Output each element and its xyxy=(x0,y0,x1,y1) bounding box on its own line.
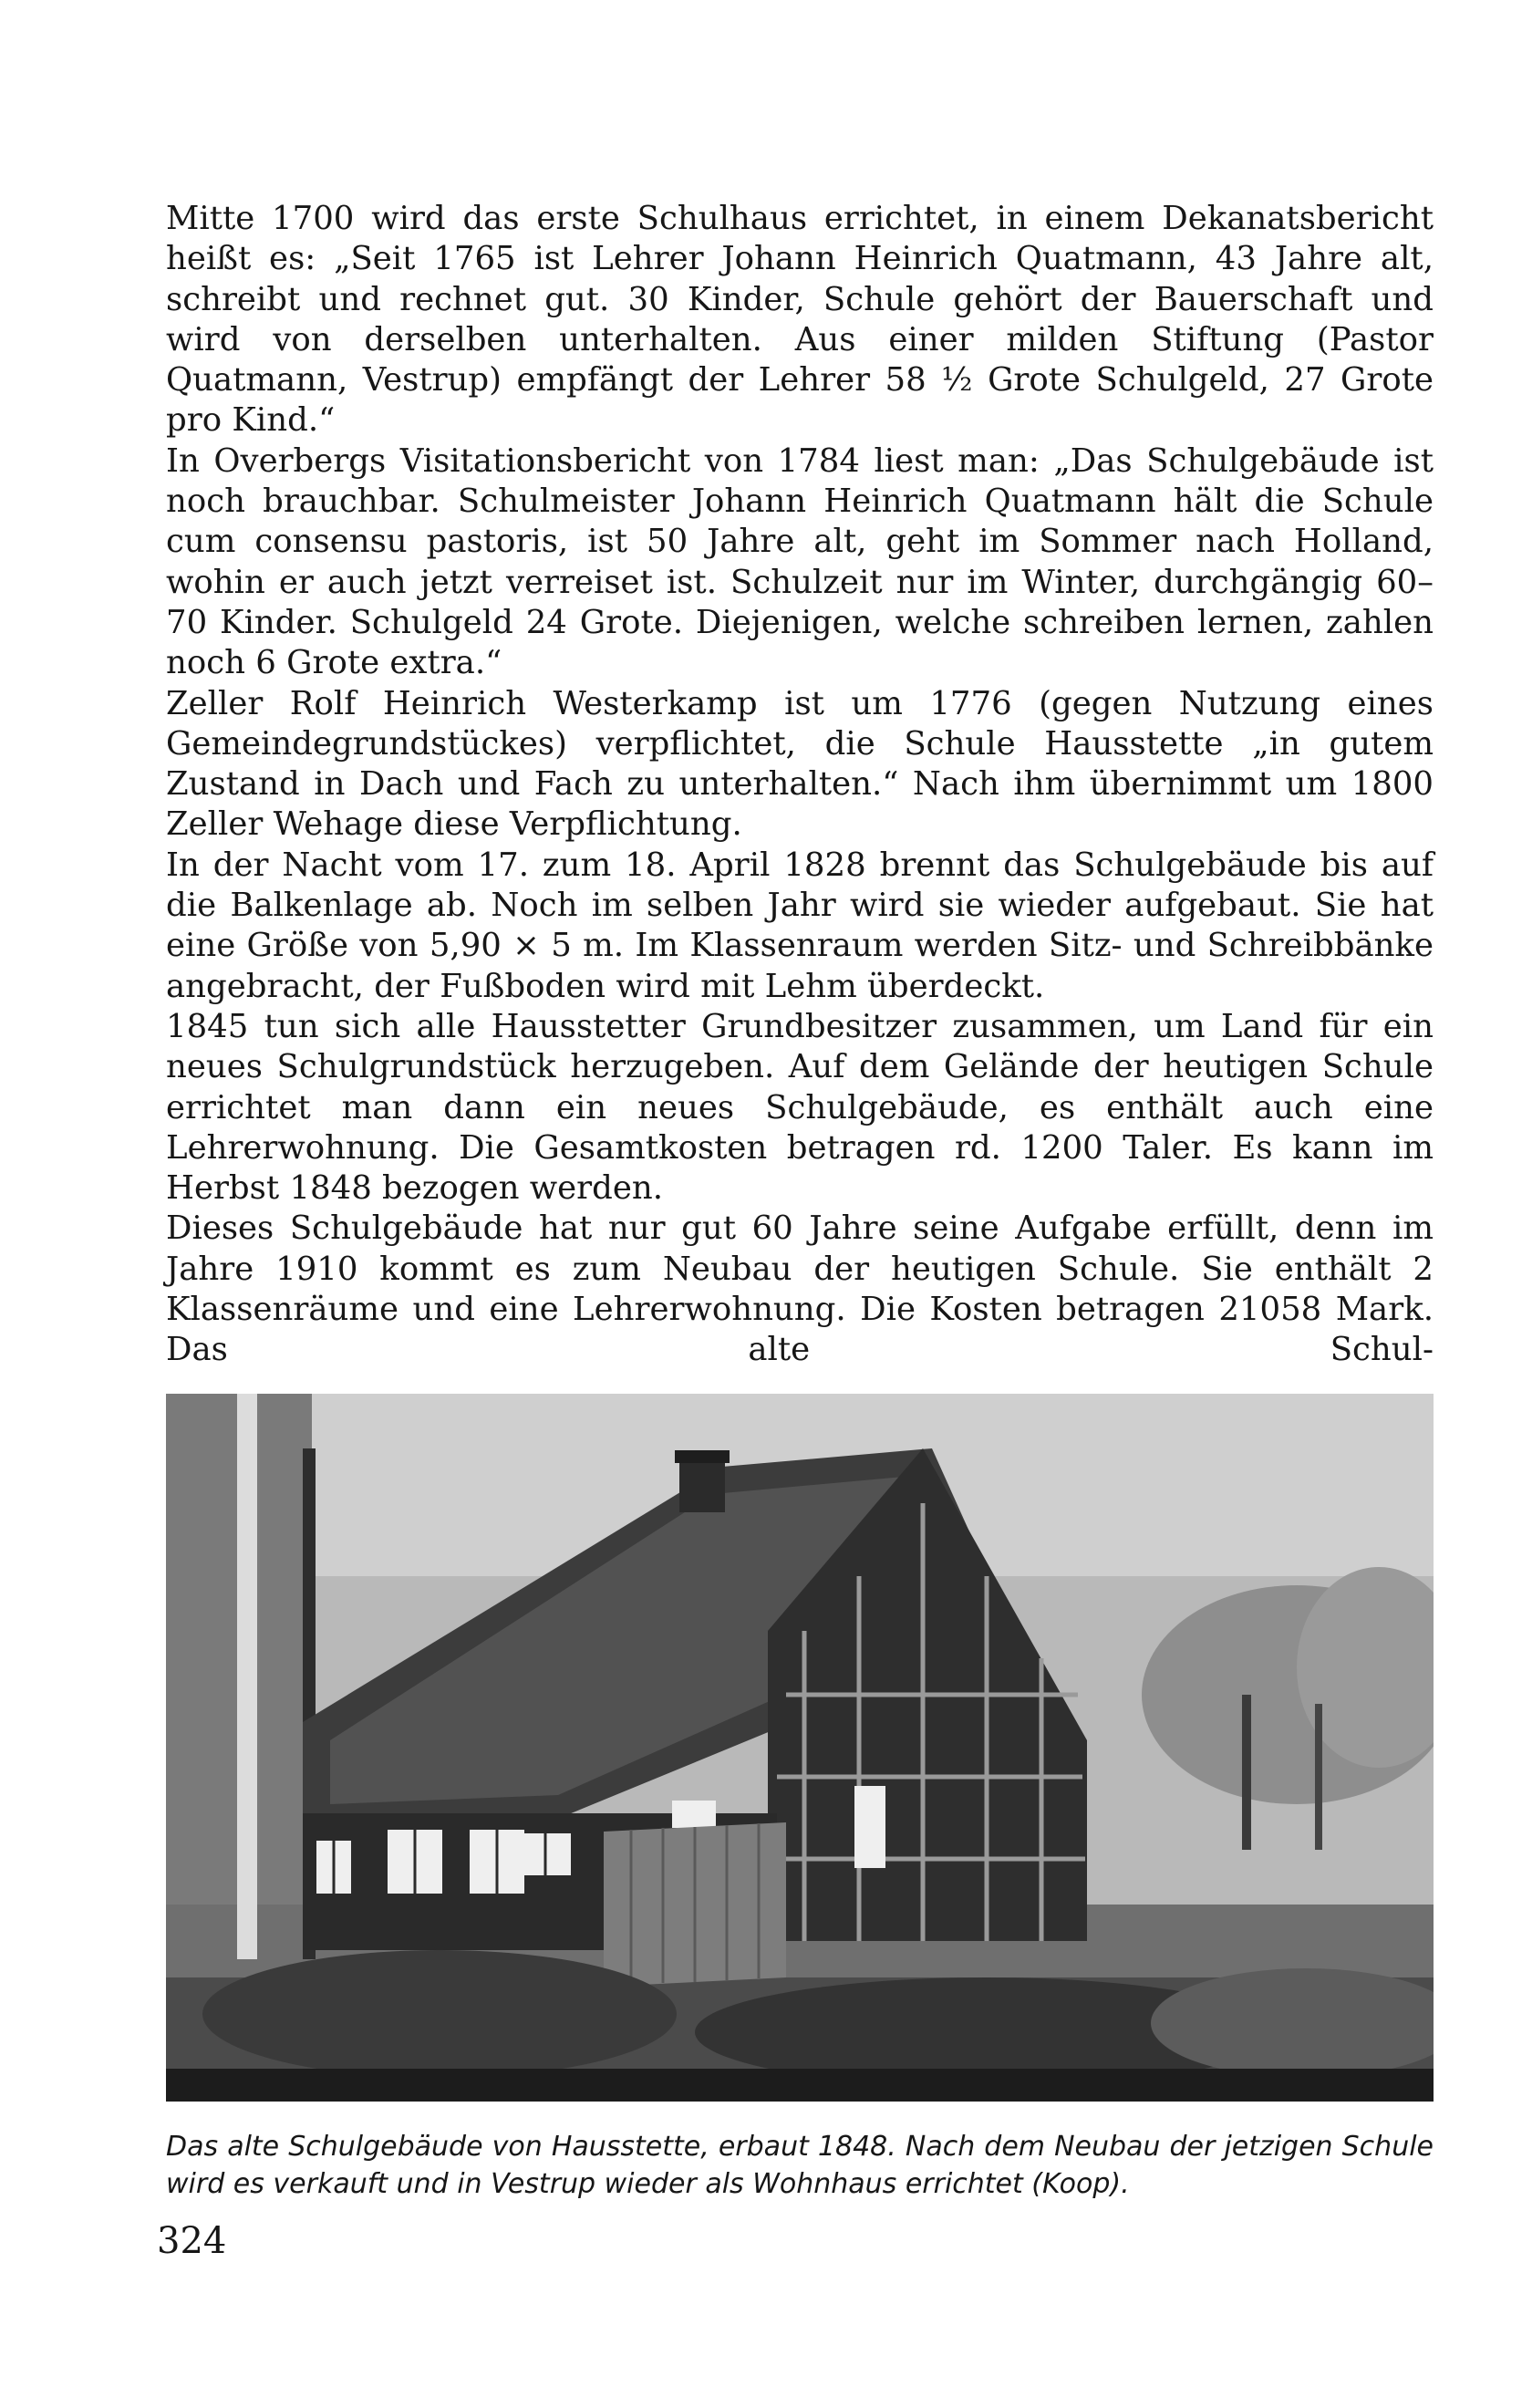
body-text xyxy=(166,199,1434,1371)
school-house-photo xyxy=(166,1394,1434,2102)
paragraph-4: In der Nacht vom 17. zum 18. April 1828 brennt das Schulgebäude bis auf die Balkenlage ab. Noch im selben Jahr wird sie wieder aufgebaut. Sie hat eine Größe von 5,90 × 5 m. Im Klassenraum werden Sitz- und Schreibbänke angebracht, der Fußboden wird mit Lehm überdeckt. xyxy=(166,846,1434,1005)
photo-caption xyxy=(166,2128,1434,2203)
paragraph-5: 1845 tun sich alle Hausstetter Grundbesitzer zusammen, um Land für ein neues Schulgrundstück herzugeben. Auf dem Gelände der heutigen Schule errichtet man dann ein neues Schulgebäude, es enthält auch eine Lehrerwohnung. Die Gesamtkosten betragen rd. 1200 Taler. Es kann im Herbst 1848 bezogen werden. xyxy=(166,1007,1434,1208)
paragraph-2: In Overbergs Visitationsbericht von 1784 liest man: „Das Schulgebäude ist noch brauchbar. Schulmeister Johann Heinrich Quatmann hält die Schule cum consensu pastoris, ist 50 Jahre alt, geht im Sommer nach Holland, wohin er auch jetzt verreiset ist. Schulzeit nur im Winter, durchgängig 60–70 Kinder. Schulgeld 24 Grote. Diejenigen, welche schreiben lernen, zahlen noch 6 Grote extra.“ xyxy=(166,441,1434,682)
paragraph-3: Zeller Rolf Heinrich Westerkamp ist um 1776 (gegen Nutzung eines Gemeindegrundstückes) verpflichtet, die Schule Hausstette „in gutem Zustand in Dach und Fach zu unterhalten.“ Nach ihm übernimmt um 1800 Zeller Wehage diese Verpflichtung. xyxy=(166,684,1434,844)
school-house-illustration xyxy=(166,1394,1434,2102)
caption-text: Das alte Schulgebäude von Hausstette, erbaut 1848. Nach dem Neubau der jetzigen Schule wird es verkauft und in Vestrup wieder als Wohnhaus errichtet (Koop). xyxy=(166,2131,1434,2200)
page-number: 324 xyxy=(157,2220,227,2262)
paragraph-1: Mitte 1700 wird das erste Schulhaus errichtet, in einem Dekanatsbericht heißt es: „Seit 1765 ist Lehrer Johann Heinrich Quatmann, 43 Jahre alt, schreibt und rechnet gut. 30 Kinder, Schule gehört der Bauerschaft und wird von derselben unterhalten. Aus einer milden Stiftung (Pastor Quatmann, Vestrup) empfängt der Lehrer 58 ½ Grote Schulgeld, 27 Grote pro Kind.“ xyxy=(166,200,1434,440)
paragraph-6: Dieses Schulgebäude hat nur gut 60 Jahre seine Aufgabe erfüllt, denn im Jahre 1910 kommt es zum Neubau der heutigen Schule. Sie enthält 2 Klassenräume und eine Lehrerwohnung. Die Kosten betragen 21058 Mark. Das alte Schul- xyxy=(166,1209,1434,1369)
